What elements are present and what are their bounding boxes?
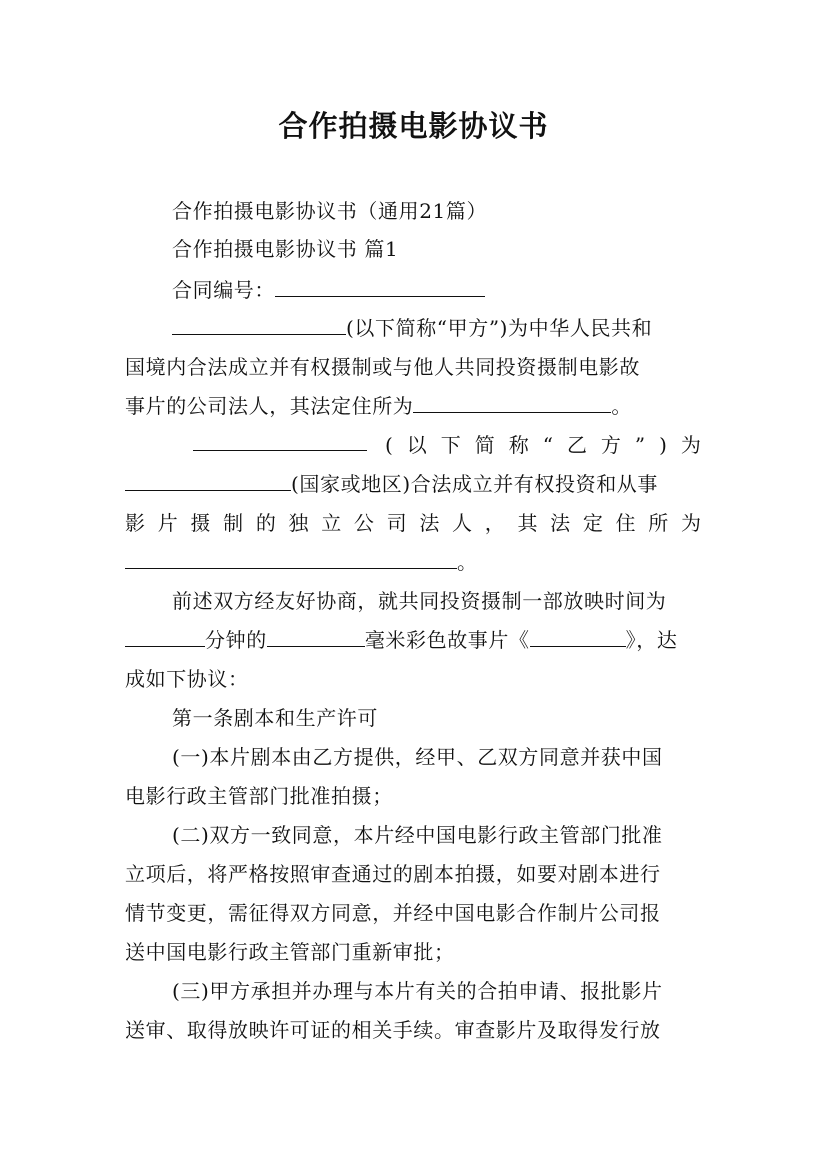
char: 为	[680, 433, 701, 457]
char: 方	[600, 433, 621, 457]
article-1-heading: 第一条剧本和生产许可	[172, 706, 378, 730]
agreement-line-1: 前述双方经友好协商，就共同投资摄制一部放映时间为	[172, 589, 667, 613]
party-a-line-1	[172, 315, 652, 341]
party-a-line-2: 国境内合法成立并有权摄制或与他人共同投资摄制电影故	[125, 355, 640, 379]
char: 住	[615, 511, 636, 535]
char: ，	[484, 511, 505, 535]
char: 立	[321, 511, 342, 535]
char: (	[384, 433, 393, 457]
article-1-item-3-line-1: (三)甲方承担并办理与本片有关的合拍申请、报批影片	[172, 979, 663, 1003]
party-a-line-1-text: (以下简称“甲方”)为中华人民共和	[346, 316, 653, 340]
char: ”	[634, 433, 646, 457]
char: 司	[386, 511, 407, 535]
char: 片	[157, 511, 178, 535]
party-b-name-blank	[193, 432, 367, 451]
agreement-line-2-b: 毫米彩色故事片《	[364, 628, 530, 652]
film-gauge-blank	[267, 628, 365, 647]
party-b-line-4	[125, 549, 478, 575]
char: 影	[125, 511, 145, 535]
party-b-line-4-end: 。	[457, 550, 478, 574]
article-1-item-2-line-4: 送中国电影行政主管部门重新审批；	[125, 940, 455, 964]
char: 以	[406, 433, 427, 457]
party-b-line-2	[125, 471, 658, 497]
article-1-item-2-line-1: (二)双方一致同意，本片经中国电影行政主管部门批准	[172, 823, 663, 847]
party-a-name-blank	[172, 316, 346, 335]
char: 所	[648, 511, 669, 535]
party-a-line-3-end: 。	[611, 394, 633, 418]
agreement-line-3: 成如下协议：	[125, 667, 249, 691]
party-a-line-3	[125, 393, 632, 419]
char: 其	[517, 511, 538, 535]
char: 制	[223, 511, 244, 535]
party-b-line-2-text: (国家或地区)合法成立并有权投资和从事	[291, 472, 659, 496]
char: 简	[474, 433, 495, 457]
contract-number-label: 合同编号：	[172, 278, 275, 302]
party-a-line-3-text: 事片的公司法人，其法定住所为	[125, 394, 414, 418]
char: 称	[508, 433, 529, 457]
char: 法	[419, 511, 440, 535]
char: 为	[680, 511, 701, 535]
char: 独	[288, 511, 309, 535]
char: 公	[353, 511, 374, 535]
party-b-address-blank	[125, 550, 457, 569]
char: 乙	[566, 433, 587, 457]
section-heading: 合作拍摄电影协议书 篇1	[172, 237, 399, 261]
article-1-item-3-line-2: 送审、取得放映许可证的相关手续。审查影片及取得发行放	[125, 1018, 661, 1042]
party-b-line-1	[193, 432, 701, 458]
char: 摄	[190, 511, 211, 535]
agreement-line-2-c: 》，达	[625, 628, 678, 652]
char: 人	[452, 511, 473, 535]
film-title-blank	[530, 628, 626, 647]
char: 下	[440, 433, 461, 457]
article-1-item-1-line-2: 电影行政主管部门批准拍摄；	[125, 784, 393, 808]
article-1-item-2-line-3: 情节变更，需征得双方同意，并经中国电影合作制片公司报	[125, 901, 661, 925]
char: “	[542, 433, 553, 457]
char: 法	[550, 511, 571, 535]
article-1-item-1-line-1: (一)本片剧本由乙方提供，经甲、乙双方同意并获中国	[172, 745, 663, 769]
document-subtitle: 合作拍摄电影协议书（通用21篇）	[172, 199, 488, 223]
document-title: 合作拍摄电影协议书	[278, 109, 549, 143]
party-b-line-3	[125, 510, 701, 536]
party-b-country-blank	[125, 472, 291, 491]
agreement-line-2	[125, 627, 677, 653]
contract-number-blank	[275, 278, 485, 297]
char: 的	[255, 511, 276, 535]
contract-number-row	[172, 277, 485, 303]
agreement-line-2-a: 分钟的	[205, 628, 267, 652]
duration-blank	[125, 628, 205, 647]
article-1-item-2-line-2: 立项后，将严格按照审查通过的剧本拍摄，如要对剧本进行	[125, 862, 661, 886]
char: )	[659, 433, 667, 457]
party-a-address-blank	[413, 394, 611, 413]
char: 定	[582, 511, 603, 535]
